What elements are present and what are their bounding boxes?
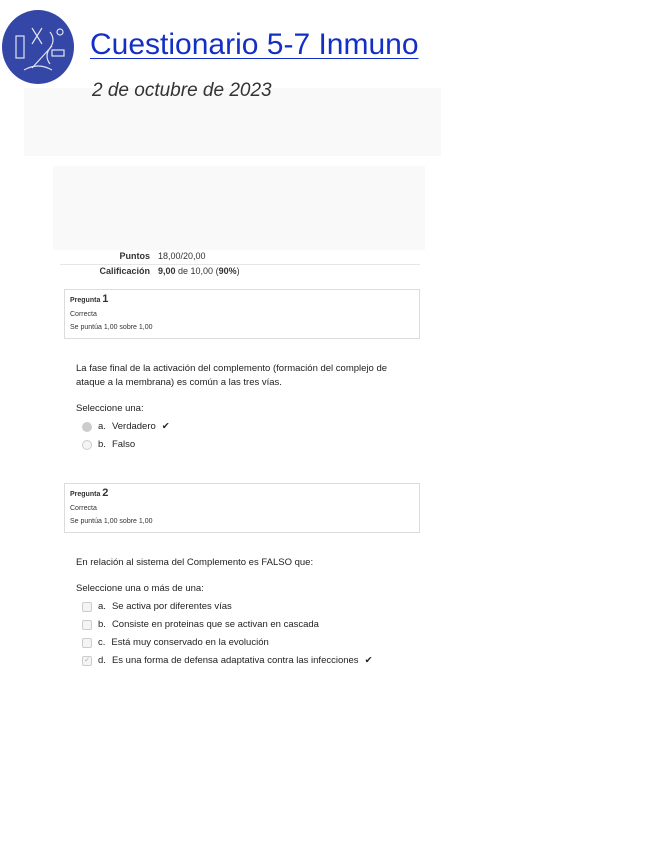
option-text: Consiste en proteinas que se activan en cascada: [111, 619, 319, 630]
answer-option[interactable]: [82, 601, 238, 612]
option-checkbox[interactable]: [82, 620, 92, 630]
option-checkbox[interactable]: [82, 638, 92, 648]
option-text: Está muy conservado en la evolución: [111, 637, 269, 648]
option-letter: a.: [98, 601, 106, 612]
question-info-box: [64, 289, 420, 339]
question-number: 1: [102, 293, 109, 305]
option-letter: c.: [98, 637, 106, 648]
option-letter: a.: [98, 421, 106, 432]
question-number: 2: [102, 487, 109, 499]
question-score: Se puntúa 1,00 sobre 1,00: [70, 324, 153, 331]
question-prompt: Seleccione una o más de una:: [76, 583, 204, 594]
answer-option[interactable]: [82, 421, 170, 432]
grade-total: de 10,00 (: [175, 266, 219, 276]
grade-percent: 90%: [218, 266, 237, 276]
answer-option[interactable]: [82, 637, 275, 648]
check-icon: ✔: [364, 655, 373, 666]
question-prompt: Seleccione una:: [76, 403, 144, 414]
answer-option[interactable]: [82, 655, 373, 666]
grade-label: Calificación: [99, 266, 150, 276]
option-radio[interactable]: [82, 440, 92, 450]
option-checkbox[interactable]: ✓: [82, 656, 92, 666]
option-letter: b.: [98, 619, 106, 630]
question-status: Correcta: [70, 505, 97, 512]
question-label: Pregunta: [70, 491, 101, 498]
option-text: Falso: [111, 439, 136, 450]
points-label: Puntos: [119, 251, 150, 261]
info-panel: [53, 166, 425, 250]
option-text: Es una forma de defensa adaptativa contra las infecciones: [111, 655, 359, 666]
question-info-box: [64, 483, 420, 533]
option-checkbox[interactable]: [82, 602, 92, 612]
option-text: Verdadero: [111, 421, 156, 432]
option-radio[interactable]: [82, 422, 92, 432]
question-text: En relación al sistema del Complemento es FALSO que:: [76, 557, 314, 568]
grade-row: [60, 266, 420, 276]
logo: [2, 10, 74, 84]
grade-close: ): [236, 266, 240, 276]
quiz-date: 2 de octubre de 2023: [92, 80, 272, 101]
question-label: Pregunta: [70, 297, 101, 304]
option-letter: b.: [98, 439, 106, 450]
question-text: La fase final de la activación del complemento (formación del complejo de ataque a la membrana) es común a las tres vías.: [76, 363, 388, 388]
option-letter: d.: [98, 655, 106, 666]
grade-value: 9,00: [158, 266, 176, 276]
answer-option[interactable]: [82, 619, 325, 630]
quiz-title-link[interactable]: Cuestionario 5-7 Inmuno: [90, 28, 419, 61]
points-row: [60, 251, 420, 265]
check-icon: ✔: [161, 421, 170, 432]
points-value: 18,00/20,00: [158, 251, 206, 261]
option-text: Se activa por diferentes vías: [111, 601, 232, 612]
question-score: Se puntúa 1,00 sobre 1,00: [70, 518, 153, 525]
question-status: Correcta: [70, 311, 97, 318]
answer-option[interactable]: [82, 439, 141, 450]
